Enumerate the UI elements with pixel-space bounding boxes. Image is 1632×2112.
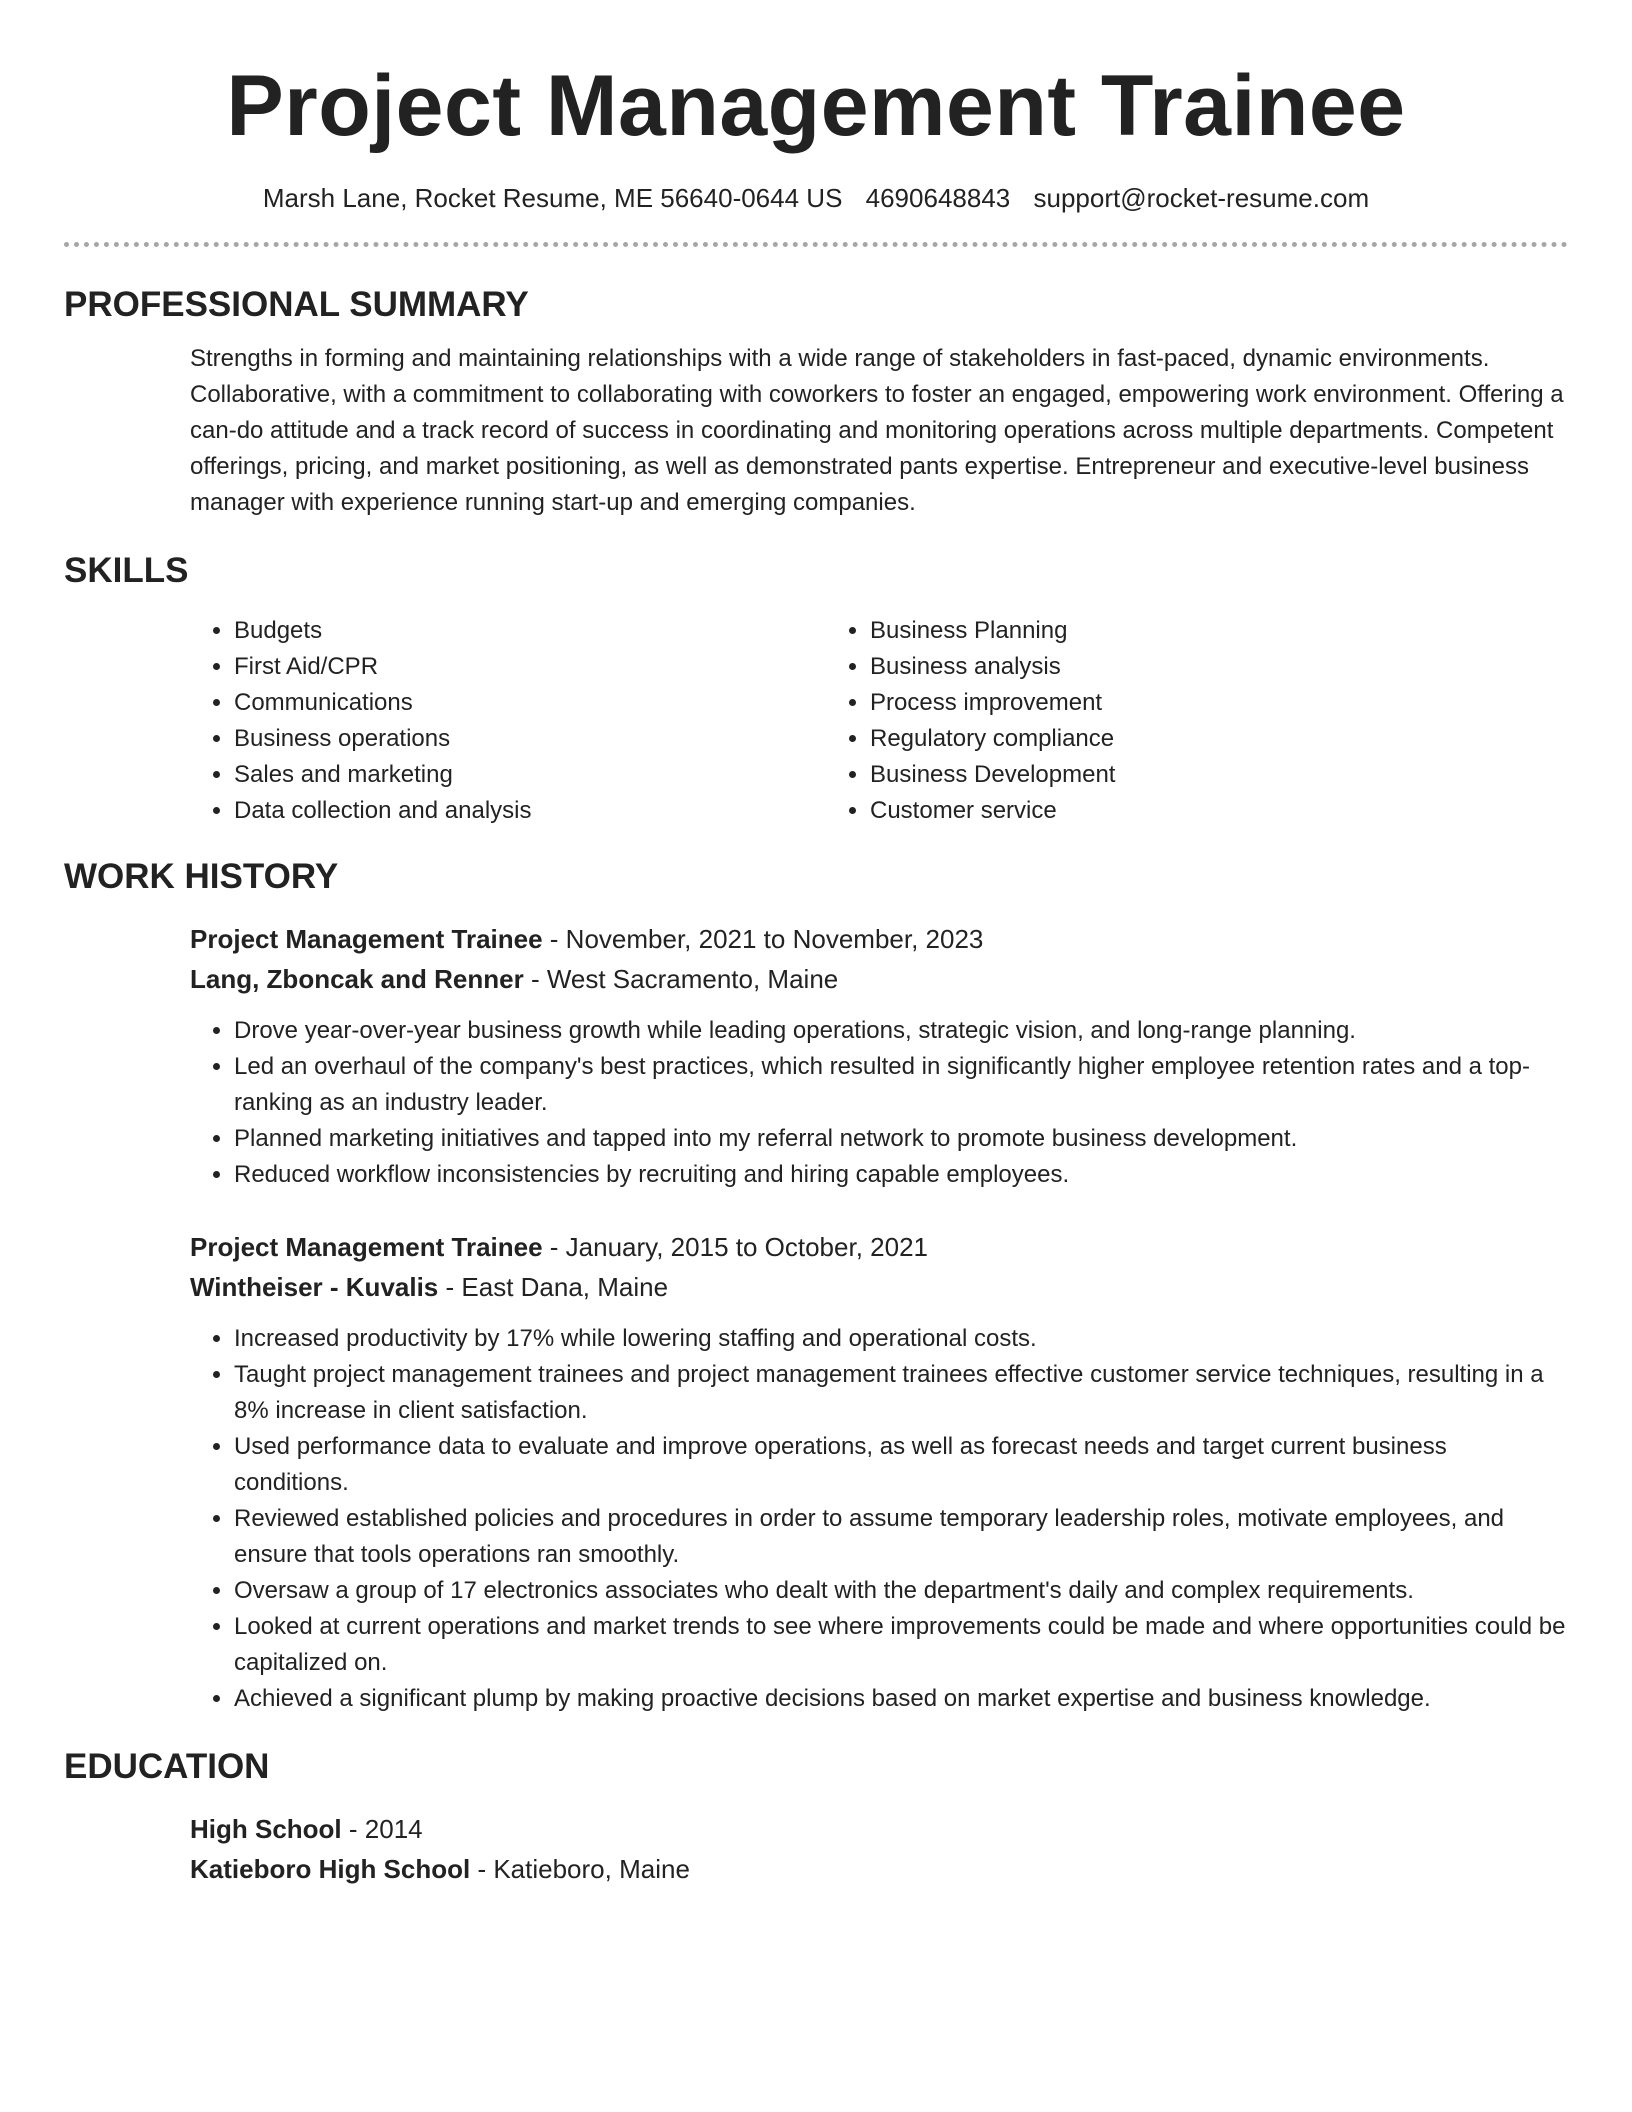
skills-right-list [826, 613, 1506, 829]
job-company: Lang, Zboncak and Renner [190, 964, 524, 994]
skills-title: SKILLS [64, 551, 189, 590]
job-role-line [190, 1227, 1568, 1267]
job-bullet: • Reduced workflow inconsistencies by recruiting and hiring capable employees. [234, 1157, 1568, 1193]
job-role: Project Management Trainee [190, 1232, 543, 1262]
job-entry [64, 1227, 1568, 1717]
candidate-name: Project Management Trainee [226, 58, 1406, 154]
work-title: WORK HISTORY [64, 857, 339, 896]
job-company: Wintheiser - Kuvalis [190, 1272, 439, 1302]
job-bullet: • Drove year-over-year business growth while leading operations, strategic vision, and long-range planning. [234, 1013, 1568, 1049]
education-title: EDUCATION [64, 1747, 270, 1786]
job-bullet: • Looked at current operations and market trends to see where improvements could be made and where opportunities could be capitalized on. [234, 1609, 1568, 1681]
skills-section [64, 549, 1568, 829]
job-company-line [190, 959, 1568, 999]
education-year: - 2014 [341, 1814, 423, 1844]
skill-item: • Regulatory compliance [870, 721, 1506, 757]
job-company-line [190, 1267, 1568, 1307]
contact-email[interactable]: support@rocket-resume.com [1033, 183, 1370, 213]
skill-item: • Customer service [870, 793, 1506, 829]
job-bullet: • Led an overhaul of the company's best practices, which resulted in significantly higher employee retention rates and a top-ranking as an industry leader. [234, 1049, 1568, 1121]
job-bullet: • Achieved a significant plump by making proactive decisions based on market expertise and business knowledge. [234, 1681, 1568, 1717]
job-role-line [190, 919, 1568, 959]
contact-phone: 4690648843 [865, 183, 1011, 213]
skill-item: • Business analysis [870, 649, 1506, 685]
job-bullet: • Reviewed established policies and procedures in order to assume temporary leadership roles, motivate employees, and ensure that tools operations ran smoothly. [234, 1501, 1568, 1573]
work-section [64, 855, 1568, 1717]
summary-title: PROFESSIONAL SUMMARY [64, 285, 529, 324]
header-divider [64, 242, 1568, 247]
education-school-line [190, 1849, 1568, 1889]
job-bullets [190, 1013, 1568, 1193]
summary-section [64, 283, 1568, 521]
education-school: Katieboro High School [190, 1854, 471, 1884]
job-dates: - November, 2021 to November, 2023 [542, 924, 984, 954]
education-location: - Katieboro, Maine [470, 1854, 690, 1884]
summary-text: Strengths in forming and maintaining relationships with a wide range of stakeholders in fast-paced, dynamic environments. Collaborative, with a commitment to collaborating with coworkers to foster an engaged, empowering work environment. Offering a can-do attitude and a track record of success in coordinating and monitoring operations across multiple departments. Competent offerings, pricing, and market positioning, as well as demonstrated pants expertise. Entrepreneur and executive-level business manager with experience running start-up and emerging companies. [190, 345, 1564, 516]
job-dates: - January, 2015 to October, 2021 [542, 1232, 928, 1262]
skill-item: • Business operations [234, 721, 826, 757]
skill-item: • Business Development [870, 757, 1506, 793]
skill-item: • First Aid/CPR [234, 649, 826, 685]
job-role: Project Management Trainee [190, 924, 543, 954]
contact-address: Marsh Lane, Rocket Resume, ME 56640-0644 US [262, 183, 843, 213]
job-bullet: • Taught project management trainees and project management trainees effective customer service techniques, resulting in a 8% increase in client satisfaction. [234, 1357, 1568, 1429]
contact-line [64, 180, 1568, 216]
job-bullet: • Planned marketing initiatives and tapped into my referral network to promote business development. [234, 1121, 1568, 1157]
job-bullet: • Oversaw a group of 17 electronics associates who dealt with the department's daily and complex requirements. [234, 1573, 1568, 1609]
skill-item: • Sales and marketing [234, 757, 826, 793]
skills-columns [64, 613, 1568, 829]
education-entry [64, 1809, 1568, 1889]
job-location: - West Sacramento, Maine [523, 964, 839, 994]
job-entry [64, 919, 1568, 1193]
education-degree: High School [190, 1814, 342, 1844]
skill-item: • Budgets [234, 613, 826, 649]
skill-item: • Process improvement [870, 685, 1506, 721]
education-section [64, 1745, 1568, 1889]
skill-item: • Communications [234, 685, 826, 721]
job-location: - East Dana, Maine [438, 1272, 669, 1302]
job-bullets [190, 1321, 1568, 1717]
job-bullet: • Used performance data to evaluate and improve operations, as well as forecast needs and target current business conditions. [234, 1429, 1568, 1501]
education-degree-line [190, 1809, 1568, 1849]
job-bullet: • Increased productivity by 17% while lowering staffing and operational costs. [234, 1321, 1568, 1357]
skill-item: • Business Planning [870, 613, 1506, 649]
skills-left-list [190, 613, 826, 829]
skill-item: • Data collection and analysis [234, 793, 826, 829]
